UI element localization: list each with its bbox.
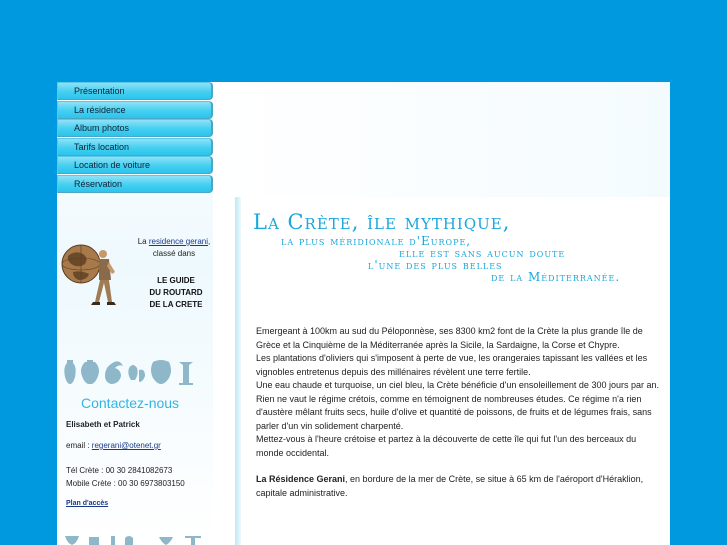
paragraph: Rien ne vaut le régime crétois, comme en témoignent de nombreuses études. Ce régime n'a rien d'austère mêlant fruits secs, huile d'olive et quantité de poissons, de fruits et de légumes frais, sans parler d'un vin solidement charpenté. bbox=[256, 393, 652, 431]
map-link[interactable]: Plan d'accès bbox=[66, 500, 109, 507]
headline-line: l'une des plus belles bbox=[368, 258, 503, 272]
paragraph: Emergeant à 100km au sud du Péloponnèse, ses 8300 km2 font de la Crète la plus grande île de Grèce et la Cinquième de la Méditerranée après la Sicile, la Sardaigne, la Corse et Chypre. bbox=[256, 326, 643, 350]
paragraph: Mettez-vous à l'heure crétoise et partez à la découverte de cette île qui fut l'un des berceaux du monde occidental. bbox=[256, 434, 637, 458]
guide-title-line: DE LA CRETE bbox=[149, 300, 203, 309]
header-band bbox=[213, 82, 670, 197]
contact-names: Elisabeth et Patrick bbox=[66, 420, 140, 429]
contact-title: Contactez-nous bbox=[81, 395, 180, 411]
nav-item-location-voiture[interactable]: Location de voiture bbox=[57, 156, 213, 174]
guide-title-line: DU ROUTARD bbox=[149, 288, 203, 297]
greek-vases-icon bbox=[61, 358, 211, 386]
guide-title bbox=[141, 275, 211, 311]
residence-gerani-link[interactable]: residence gerani bbox=[148, 237, 209, 246]
headline-line: elle est sans aucun doute bbox=[399, 246, 566, 260]
nav-item-album-photos[interactable]: Album photos bbox=[57, 119, 213, 137]
main-text bbox=[256, 325, 659, 500]
residence-name: La Résidence Gerani bbox=[256, 474, 346, 484]
nav-item-tarifs[interactable]: Tarifs location bbox=[57, 138, 213, 156]
guide-suffix: , bbox=[208, 237, 211, 246]
contact-tel: Tél Crète : 00 30 2841082673 bbox=[66, 466, 173, 475]
contact-email-row bbox=[66, 440, 161, 451]
paragraph: Les plantations d'oliviers qui s'imposent à perte de vue, les orangeraies tapissant les vallées et les vignobles entretenus depuis des millénaires révèlent une terre fertile. bbox=[256, 353, 648, 377]
guide-prefix: La bbox=[137, 237, 147, 246]
sidebar bbox=[57, 82, 213, 545]
headline-line: de la Méditerranée. bbox=[491, 270, 621, 284]
contact-mobile: Mobile Crète : 00 30 6973803150 bbox=[66, 479, 185, 488]
guide-classed: classé dans bbox=[152, 249, 196, 258]
routard-logo-icon bbox=[59, 238, 125, 312]
email-link[interactable]: regerani@otenet.gr bbox=[91, 441, 161, 450]
greek-vases-bottom-icon bbox=[63, 534, 213, 545]
headline bbox=[253, 210, 657, 290]
content-divider bbox=[235, 197, 241, 545]
guide-mention bbox=[135, 236, 213, 260]
nav-item-reservation[interactable]: Réservation bbox=[57, 175, 213, 193]
nav-item-presentation[interactable]: Présentation bbox=[57, 82, 213, 100]
page-container bbox=[57, 82, 670, 545]
paragraph: Une eau chaude et turquoise, un ciel bleu, la Crète bénéficie d'un ensoleillement de 300 jours par an. bbox=[256, 380, 659, 390]
email-label: email : bbox=[66, 441, 90, 450]
paragraph-residence bbox=[256, 473, 659, 500]
nav-item-residence[interactable]: La résidence bbox=[57, 101, 213, 119]
headline-line: la plus méridionale d'Europe, bbox=[281, 234, 472, 248]
headline-line: La Crète, île mythique, bbox=[253, 210, 511, 234]
guide-title-line: LE GUIDE bbox=[157, 276, 195, 285]
map-link-row bbox=[66, 498, 108, 509]
residence-desc: , en bordure de la mer de Crète, se situe à 65 km de l'aéroport d'Héraklion, capitale administrative. bbox=[256, 474, 644, 498]
